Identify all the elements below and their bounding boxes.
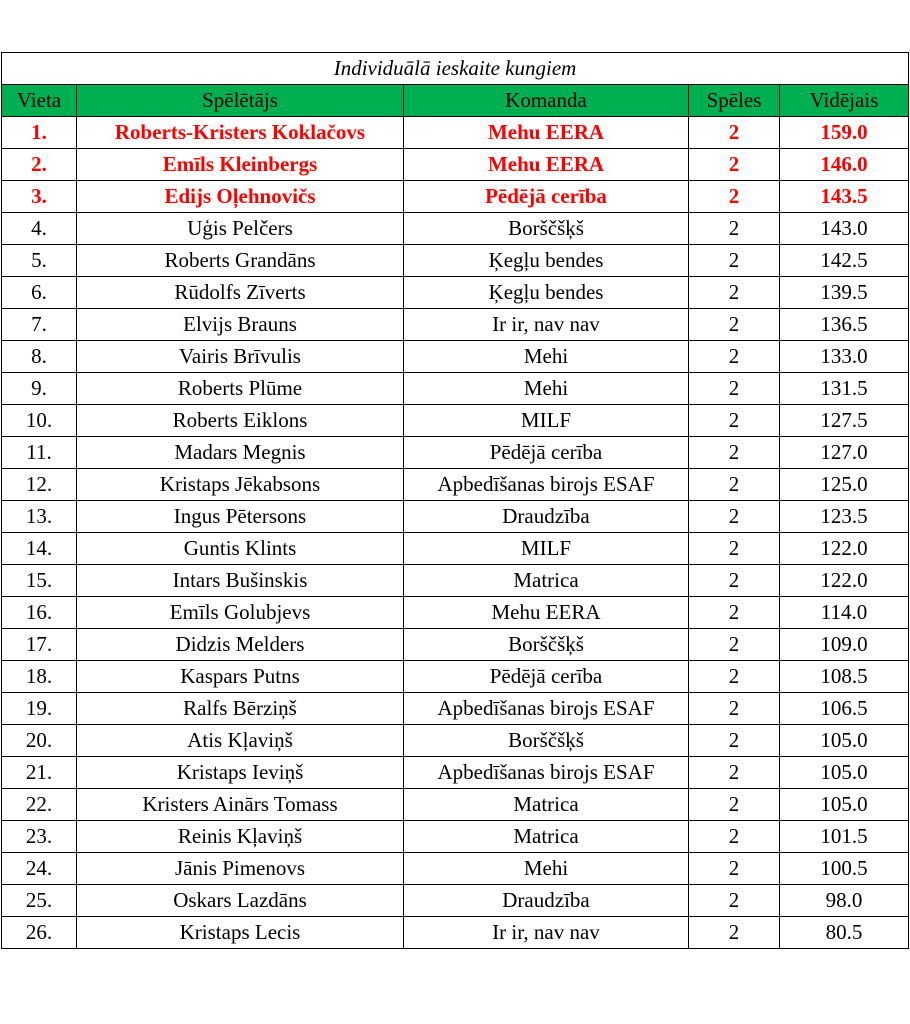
cell-place: 10. [2, 405, 77, 437]
cell-team: Pēdējā cerība [404, 181, 689, 213]
cell-team: Mehu EERA [404, 117, 689, 149]
header-team: Komanda [404, 85, 689, 117]
cell-player: Emīls Kleinbergs [77, 149, 404, 181]
standings-table [1, 52, 909, 949]
cell-player: Madars Megnis [77, 437, 404, 469]
cell-average: 123.5 [780, 501, 909, 533]
cell-games: 2 [689, 437, 780, 469]
table-title: Individuālā ieskaite kungiem [2, 53, 909, 85]
cell-place: 14. [2, 533, 77, 565]
cell-average: 98.0 [780, 885, 909, 917]
cell-games: 2 [689, 885, 780, 917]
cell-player: Roberts-Kristers Koklačovs [77, 117, 404, 149]
cell-player: Rūdolfs Zīverts [77, 277, 404, 309]
cell-player: Reinis Kļaviņš [77, 821, 404, 853]
cell-average: 108.5 [780, 661, 909, 693]
cell-player: Intars Bušinskis [77, 565, 404, 597]
cell-average: 105.0 [780, 757, 909, 789]
cell-team: Mehu EERA [404, 149, 689, 181]
cell-player: Kaspars Putns [77, 661, 404, 693]
cell-player: Roberts Eiklons [77, 405, 404, 437]
table-row [2, 149, 909, 181]
cell-average: 114.0 [780, 597, 909, 629]
cell-team: MILF [404, 405, 689, 437]
cell-games: 2 [689, 597, 780, 629]
table-row [2, 853, 909, 885]
cell-place: 2. [2, 149, 77, 181]
cell-player: Roberts Plūme [77, 373, 404, 405]
cell-games: 2 [689, 821, 780, 853]
cell-place: 11. [2, 437, 77, 469]
cell-team: Ķegļu bendes [404, 277, 689, 309]
header-games: Spēles [689, 85, 780, 117]
header-average: Vidējais [780, 85, 909, 117]
cell-average: 136.5 [780, 309, 909, 341]
cell-place: 19. [2, 693, 77, 725]
cell-average: 105.0 [780, 725, 909, 757]
cell-average: 106.5 [780, 693, 909, 725]
cell-place: 18. [2, 661, 77, 693]
table-row [2, 597, 909, 629]
table-row [2, 341, 909, 373]
cell-team: Ķegļu bendes [404, 245, 689, 277]
cell-place: 25. [2, 885, 77, 917]
cell-average: 142.5 [780, 245, 909, 277]
cell-games: 2 [689, 213, 780, 245]
cell-place: 9. [2, 373, 77, 405]
cell-player: Ingus Pētersons [77, 501, 404, 533]
cell-games: 2 [689, 245, 780, 277]
cell-games: 2 [689, 149, 780, 181]
cell-place: 5. [2, 245, 77, 277]
cell-place: 4. [2, 213, 77, 245]
cell-average: 143.0 [780, 213, 909, 245]
cell-place: 7. [2, 309, 77, 341]
table-row [2, 821, 909, 853]
cell-player: Emīls Golubjevs [77, 597, 404, 629]
table-row [2, 725, 909, 757]
cell-games: 2 [689, 789, 780, 821]
cell-games: 2 [689, 405, 780, 437]
cell-player: Kristaps Ieviņš [77, 757, 404, 789]
header-row [2, 85, 909, 117]
table-row [2, 277, 909, 309]
cell-place: 20. [2, 725, 77, 757]
cell-team: Mehi [404, 373, 689, 405]
cell-player: Vairis Brīvulis [77, 341, 404, 373]
table-row [2, 565, 909, 597]
cell-player: Elvijs Brauns [77, 309, 404, 341]
table-row [2, 661, 909, 693]
cell-place: 1. [2, 117, 77, 149]
cell-average: 143.5 [780, 181, 909, 213]
cell-place: 6. [2, 277, 77, 309]
cell-team: Pēdējā cerība [404, 661, 689, 693]
cell-place: 16. [2, 597, 77, 629]
cell-average: 80.5 [780, 917, 909, 949]
table-row [2, 693, 909, 725]
cell-player: Atis Kļaviņš [77, 725, 404, 757]
cell-team: Ir ir, nav nav [404, 309, 689, 341]
cell-place: 22. [2, 789, 77, 821]
cell-place: 8. [2, 341, 77, 373]
cell-games: 2 [689, 629, 780, 661]
cell-average: 125.0 [780, 469, 909, 501]
cell-average: 133.0 [780, 341, 909, 373]
cell-average: 105.0 [780, 789, 909, 821]
cell-average: 100.5 [780, 853, 909, 885]
table-row [2, 469, 909, 501]
cell-average: 139.5 [780, 277, 909, 309]
table-row [2, 885, 909, 917]
cell-average: 122.0 [780, 565, 909, 597]
cell-team: Pēdējā cerība [404, 437, 689, 469]
cell-team: Matrica [404, 789, 689, 821]
cell-player: Jānis Pimenovs [77, 853, 404, 885]
cell-place: 15. [2, 565, 77, 597]
cell-average: 122.0 [780, 533, 909, 565]
table-row [2, 405, 909, 437]
cell-average: 101.5 [780, 821, 909, 853]
table-row [2, 533, 909, 565]
cell-player: Roberts Grandāns [77, 245, 404, 277]
cell-player: Ralfs Bērziņš [77, 693, 404, 725]
cell-player: Uģis Pelčers [77, 213, 404, 245]
cell-games: 2 [689, 501, 780, 533]
cell-team: Matrica [404, 565, 689, 597]
cell-place: 3. [2, 181, 77, 213]
table-title-row [2, 53, 909, 85]
cell-average: 146.0 [780, 149, 909, 181]
cell-place: 24. [2, 853, 77, 885]
cell-games: 2 [689, 661, 780, 693]
cell-place: 12. [2, 469, 77, 501]
cell-games: 2 [689, 917, 780, 949]
cell-team: Mehi [404, 853, 689, 885]
cell-place: 21. [2, 757, 77, 789]
cell-games: 2 [689, 181, 780, 213]
cell-place: 17. [2, 629, 77, 661]
header-player: Spēlētājs [77, 85, 404, 117]
cell-games: 2 [689, 277, 780, 309]
cell-games: 2 [689, 853, 780, 885]
table-row [2, 917, 909, 949]
cell-team: Ir ir, nav nav [404, 917, 689, 949]
cell-team: MILF [404, 533, 689, 565]
cell-player: Didzis Melders [77, 629, 404, 661]
table-row [2, 245, 909, 277]
header-place: Vieta [2, 85, 77, 117]
cell-team: Matrica [404, 821, 689, 853]
cell-team: Mehi [404, 341, 689, 373]
cell-player: Guntis Klints [77, 533, 404, 565]
table-row [2, 501, 909, 533]
cell-place: 23. [2, 821, 77, 853]
cell-team: Mehu EERA [404, 597, 689, 629]
cell-player: Oskars Lazdāns [77, 885, 404, 917]
cell-team: Draudzība [404, 885, 689, 917]
cell-average: 131.5 [780, 373, 909, 405]
table-body [2, 117, 909, 949]
cell-average: 127.0 [780, 437, 909, 469]
table-row [2, 117, 909, 149]
cell-games: 2 [689, 469, 780, 501]
cell-games: 2 [689, 117, 780, 149]
cell-games: 2 [689, 341, 780, 373]
cell-games: 2 [689, 757, 780, 789]
cell-player: Edijs Oļehnovičs [77, 181, 404, 213]
cell-games: 2 [689, 725, 780, 757]
cell-team: Draudzība [404, 501, 689, 533]
cell-team: Apbedīšanas birojs ESAF [404, 757, 689, 789]
cell-team: Apbedīšanas birojs ESAF [404, 469, 689, 501]
cell-average: 109.0 [780, 629, 909, 661]
cell-average: 127.5 [780, 405, 909, 437]
cell-team: Borščšķš [404, 629, 689, 661]
cell-team: Borščšķš [404, 213, 689, 245]
cell-player: Kristers Ainārs Tomass [77, 789, 404, 821]
cell-player: Kristaps Jēkabsons [77, 469, 404, 501]
cell-games: 2 [689, 309, 780, 341]
cell-place: 13. [2, 501, 77, 533]
cell-team: Borščšķš [404, 725, 689, 757]
table-row [2, 629, 909, 661]
table-row [2, 437, 909, 469]
table-row [2, 789, 909, 821]
table-row [2, 213, 909, 245]
cell-place: 26. [2, 917, 77, 949]
cell-player: Kristaps Lecis [77, 917, 404, 949]
cell-average: 159.0 [780, 117, 909, 149]
table-row [2, 309, 909, 341]
table-row [2, 757, 909, 789]
cell-games: 2 [689, 373, 780, 405]
cell-games: 2 [689, 533, 780, 565]
table-row [2, 373, 909, 405]
table-row [2, 181, 909, 213]
cell-team: Apbedīšanas birojs ESAF [404, 693, 689, 725]
cell-games: 2 [689, 693, 780, 725]
cell-games: 2 [689, 565, 780, 597]
